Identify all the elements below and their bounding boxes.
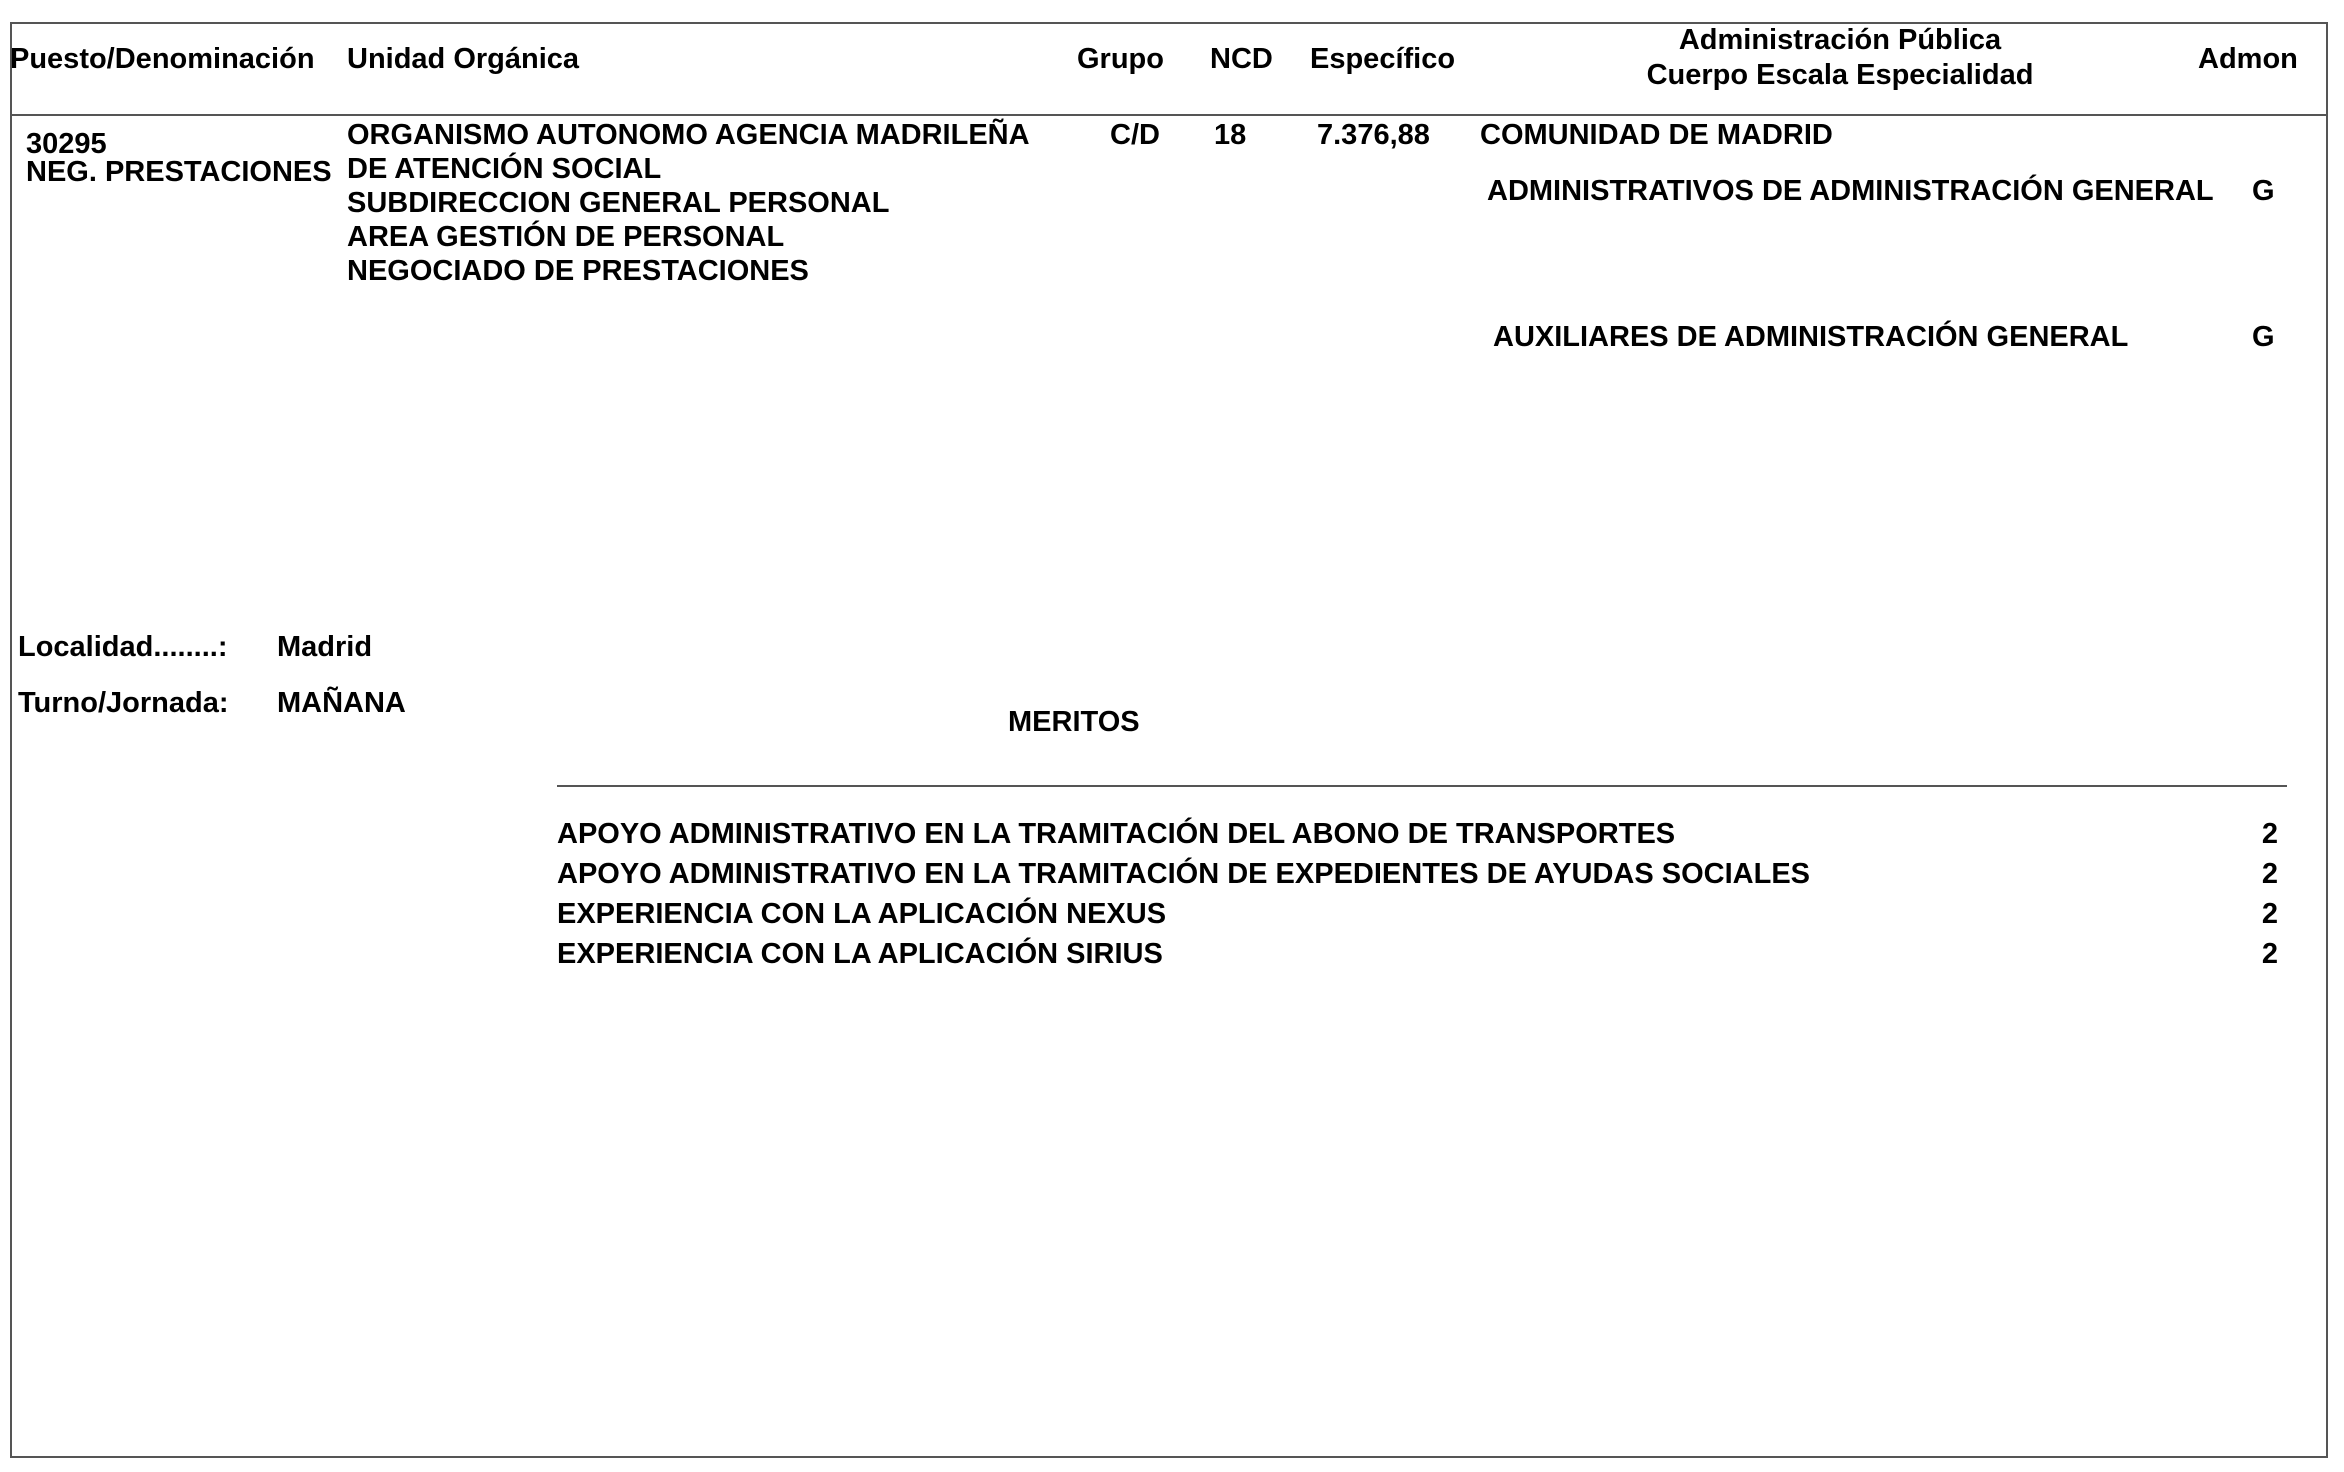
cuerpo-name: ADMINISTRATIVOS DE ADMINISTRACIÓN GENERAL [1487,175,2214,207]
merito-text: APOYO ADMINISTRATIVO EN LA TRAMITACIÓN DEL ABONO DE TRANSPORTES [557,818,1676,850]
meritos-divider [557,785,2287,787]
header-admin-publica: Administración Pública [1678,24,2002,56]
record-administracion: COMUNIDAD DE MADRID [1480,119,1833,151]
merito-text: APOYO ADMINISTRATIVO EN LA TRAMITACIÓN DE EXPEDIENTES DE AYUDAS SOCIALES [557,858,1811,890]
merito-points: 2 [2261,938,2278,970]
header-admon: Admon [2198,43,2298,75]
localidad-label: Localidad........: [18,631,228,663]
record-especifico: 7.376,88 [1317,119,1430,151]
turno-label: Turno/Jornada: [18,687,229,719]
cuerpo-admon: G [2252,321,2275,353]
merito-points: 2 [2261,818,2278,850]
unidad-line: DE ATENCIÓN SOCIAL [347,153,662,185]
header-especifico: Específico [1310,43,1456,75]
record-denominacion: NEG. PRESTACIONES [26,156,332,188]
cuerpo-name: AUXILIARES DE ADMINISTRACIÓN GENERAL [1493,321,2129,353]
merito-text: EXPERIENCIA CON LA APLICACIÓN SIRIUS [557,938,1163,970]
unidad-line: ORGANISMO AUTONOMO AGENCIA MADRILEÑA [347,119,1030,151]
unidad-line: NEGOCIADO DE PRESTACIONES [347,255,809,287]
unidad-line: AREA GESTIÓN DE PERSONAL [347,221,785,253]
header-cuerpo-escala: Cuerpo Escala Especialidad [1646,59,2034,91]
header-ncd: NCD [1210,43,1273,75]
header-grupo: Grupo [1077,43,1164,75]
unidad-line: SUBDIRECCION GENERAL PERSONAL [347,187,890,219]
merito-points: 2 [2261,858,2278,890]
merito-points: 2 [2261,898,2278,930]
record-ncd: 18 [1214,119,1247,151]
header-divider [10,114,2328,116]
meritos-title: MERITOS [1008,706,1140,738]
record-codigo: 30295 [26,128,107,160]
localidad-value: Madrid [277,631,373,663]
header-puesto: Puesto/Denominación [10,43,315,75]
cuerpo-admon: G [2252,175,2275,207]
turno-value: MAÑANA [277,687,406,719]
record-grupo: C/D [1110,119,1160,151]
merito-text: EXPERIENCIA CON LA APLICACIÓN NEXUS [557,898,1167,930]
header-unidad: Unidad Orgánica [347,43,580,75]
